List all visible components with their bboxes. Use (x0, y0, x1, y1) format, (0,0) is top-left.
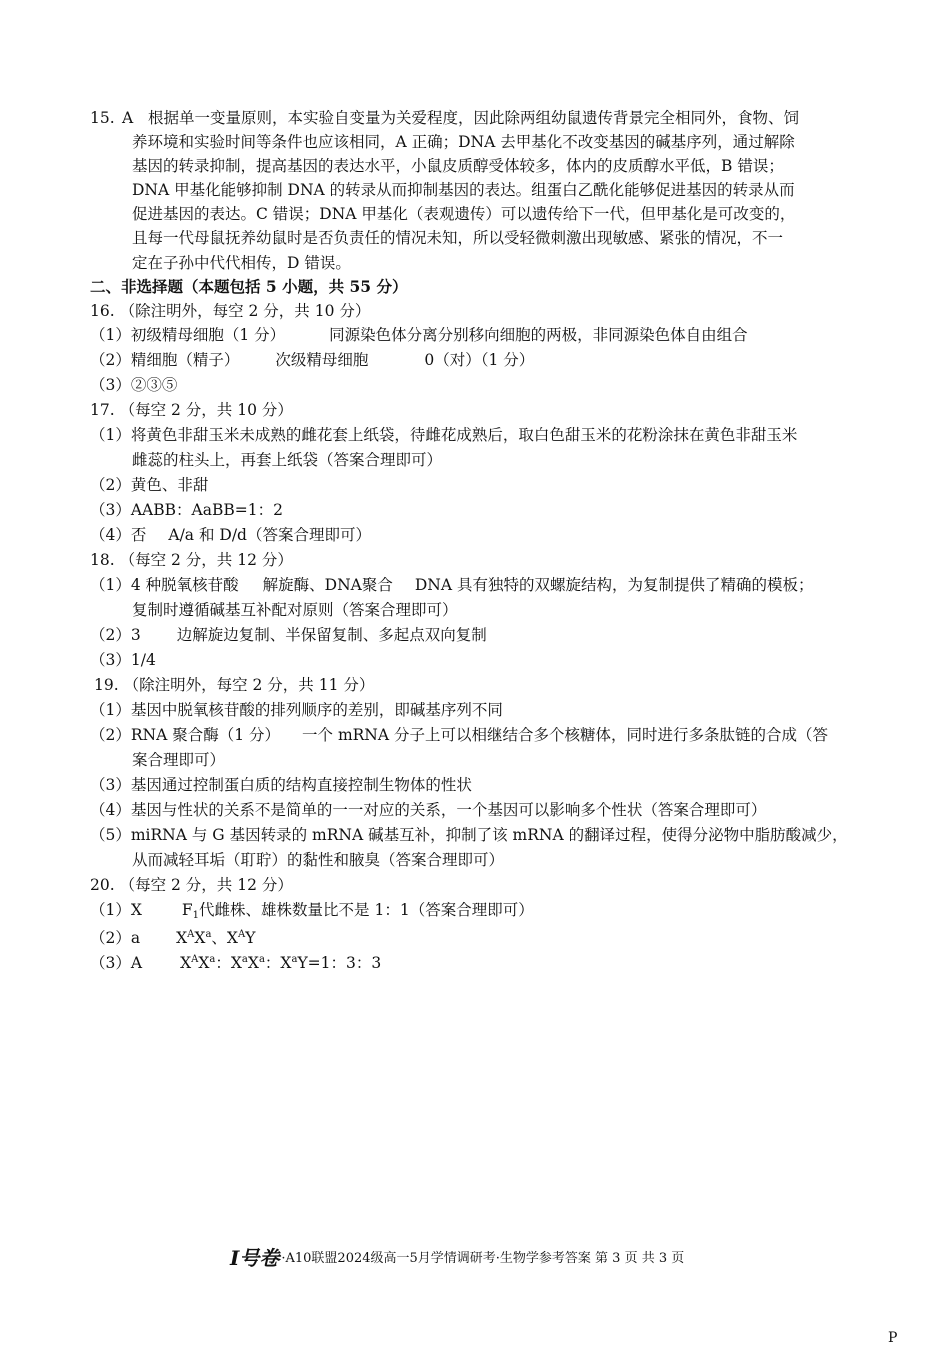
q18-a2b: 边解旋边复制、半保留复制、多起点双向复制 (176, 626, 487, 644)
q19-answer-5b: 从而减轻耳垢（耵聍）的黏性和腋臭（答案合理即可） (132, 851, 505, 869)
q18-a1b: 解旋酶、DNA聚合 (262, 576, 393, 594)
q17-a4b: A/a 和 D/d（答案合理即可） (168, 526, 371, 544)
q18-a1c: DNA 具有独特的双螺旋结构，为复制提供了精确的模板； (414, 576, 814, 594)
q15-line-5: 促进基因的表达。C 错误；DNA 甲基化（表观遗传）可以遗传给下一代，但甲基化是可改变的， (132, 205, 796, 223)
q17-answer-2: （2）黄色、非甜 (90, 476, 209, 494)
q19-answer-5: （5）miRNA 与 G 基因转录的 mRNA 碱基互补，抑制了该 mRNA 的翻译过程，使得分泌物中脂肪酸减少， (90, 826, 848, 844)
q19-header: 19. （除注明外，每空 2 分，共 11 分） (94, 676, 375, 694)
q15-answer: A (122, 109, 134, 127)
q17-header: 17. （每空 2 分，共 10 分） (90, 401, 293, 419)
q20-a1: （1）X (90, 901, 142, 919)
q19-answer-1: （1）基因中脱氧核苷酸的排列顺序的差别，即碱基序列不同 (90, 701, 503, 719)
q15-line-6: 且每一代母鼠抚养幼鼠时是否负责任的情况未知，所以受轻微刺激出现敏感、紧张的情况，不一 (132, 229, 784, 247)
q15-number: 15. (90, 109, 115, 127)
q15-line-3: 基因的转录抑制，提高基因的表达水平，小鼠皮质醇受体较多，体内的皮质醇水平低，B 错误； (132, 157, 784, 175)
q16-answer-2 (90, 350, 534, 370)
q15-line-4: DNA 甲基化能够抑制 DNA 的转录从而抑制基因的表达。组蛋白乙酰化能够促进基因的转录从而 (132, 181, 795, 199)
q19-a2: （2）RNA 聚合酶（1 分） (90, 726, 281, 744)
section-title: 二、非选择题（本题包括 5 小题，共 55 分） (90, 277, 408, 296)
q15-line-2: 养环境和实验时间等条件也应该相同，A 正确；DNA 去甲基化不改变基因的碱基序列，通过解除 (132, 133, 795, 151)
q18-header: 18. （每空 2 分，共 12 分） (90, 551, 293, 569)
q16-header: 16. （除注明外，每空 2 分，共 10 分） (90, 302, 371, 320)
genotype: $X^AX^a$、$X^AY$ (176, 929, 256, 947)
q20-a1b-rest: 代雌株、雄株数量比不是 1：1（答案合理即可） (199, 901, 534, 919)
q20-answer-1 (90, 900, 534, 926)
q17-a4: （4）否 (90, 526, 147, 544)
q20-answer-2 (90, 925, 255, 948)
q20-header: 20. （每空 2 分，共 12 分） (90, 876, 293, 894)
q16-a1: （1）初级精母细胞（1 分） (90, 326, 286, 344)
q17-answer-1: （1）将黄色非甜玉米未成熟的雌花套上纸袋，待雌花成熟后，取白色甜玉米的花粉涂抹在黄色非甜玉米 (90, 426, 798, 444)
q20-a1b-sub: 1 (192, 910, 200, 921)
page-footer (230, 1248, 684, 1269)
q18-a1: （1）4 种脱氧核苷酸 (90, 576, 239, 594)
q16-a1b: 同源染色体分离分别移向细胞的两极，非同源染色体自由组合 (329, 326, 748, 344)
q15-line-7: 定在子孙中代代相传，D 错误。 (132, 254, 351, 272)
q16-answer-1 (90, 325, 748, 345)
q15-text: 根据单一变量原则，本实验自变量为关爱程度，因此除两组幼鼠遗传背景完全相同外，食物、饲 (148, 109, 800, 127)
q18-answer-3: （3）1/4 (90, 651, 156, 669)
q19-answer-4: （4）基因与性状的关系不是简单的一一对应的关系，一个基因可以影响多个性状（答案合理即可） (90, 801, 767, 819)
q20-a3: （3）A (90, 954, 143, 972)
q16-a2b: 次级精母细胞 (275, 351, 369, 369)
corner-mark: P (888, 1330, 898, 1346)
q17-answer-4 (90, 525, 371, 545)
q16-answer-3: （3）②③⑤ (90, 376, 178, 394)
q20-a2: （2）a (90, 929, 141, 947)
q19-answer-2 (90, 725, 828, 745)
q20-a1b-f: F (181, 901, 193, 919)
q16-a2c: 0（对）（1 分） (424, 351, 535, 369)
q18-answer-1d: 复制时遵循碱基互补配对原则（答案合理即可） (132, 601, 458, 619)
q17-answer-3: （3）AABB：AaBB=1：2 (90, 501, 283, 519)
q17-answer-1b: 雌蕊的柱头上，再套上纸袋（答案合理即可） (132, 451, 443, 469)
brand-logo: 𝑰号卷 (230, 1246, 280, 1270)
q16-a2: （2）精细胞（精子） (90, 351, 240, 369)
q19-a2b: 一个 mRNA 分子上可以相继结合多个核糖体，同时进行多条肽链的合成（答 (302, 726, 828, 744)
q20-answer-3 (90, 950, 381, 973)
q18-answer-1 (90, 575, 813, 595)
genotype-ratio: $X^AX^a$：$X^aX^a$：$X^aY=1$：3：3 (180, 954, 382, 972)
q18-answer-2 (90, 625, 487, 645)
footer-text: ·A10联盟2024级高一5月学情调研考·生物学参考答案 第 3 页 共 3 页 (281, 1251, 685, 1266)
q19-answer-3: （3）基因通过控制蛋白质的结构直接控制生物体的性状 (90, 776, 472, 794)
q19-answer-2c: 案合理即可） (132, 751, 226, 769)
q18-a2: （2）3 (90, 626, 141, 644)
q15-line-1 (90, 108, 799, 128)
